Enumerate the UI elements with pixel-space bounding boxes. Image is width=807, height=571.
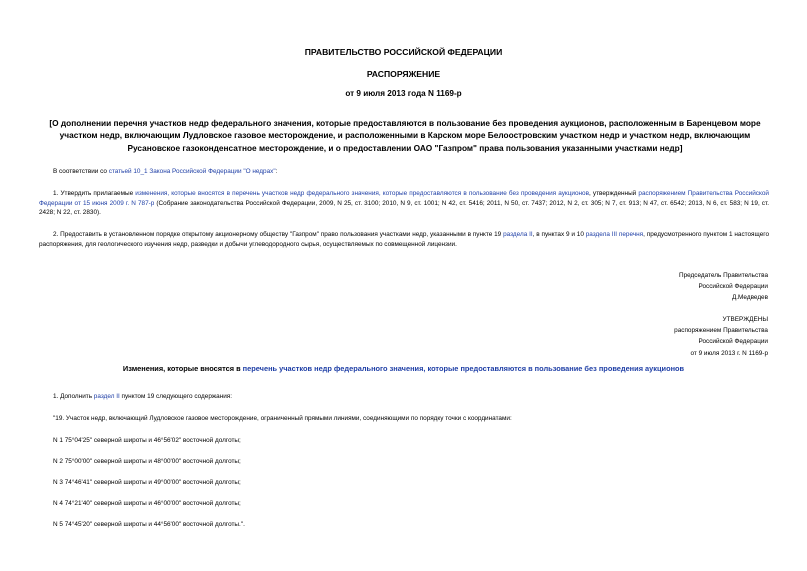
section-ii-link[interactable]: раздела II [503, 231, 533, 238]
approval-by: распоряжением Правительства [674, 327, 768, 335]
coordinate-point-2: N 2 75°00'00" северной широты и 48°00'00" восточной долготы; [53, 458, 241, 465]
item-1 [53, 393, 232, 400]
approval-date: от 9 июля 2013 г. N 1169-р [690, 349, 768, 357]
paragraph-2 [39, 230, 769, 249]
intro-text: В соответствии со [53, 168, 109, 175]
approval-title: УТВЕРЖДЕНЫ [722, 316, 768, 323]
approval-country: Российской Федерации [698, 338, 768, 346]
section-ii-item-link[interactable]: раздел II [93, 393, 120, 400]
coordinate-point-4: N 4 74°21'40" северной широты и 46°00'00" восточной долготы; [53, 500, 241, 507]
intro-paragraph [53, 167, 773, 177]
law-article-link[interactable]: статьей 10_1 Закона Российской Федерации "О недрах" [108, 168, 276, 175]
signature-position: Председатель Правительства [679, 272, 768, 279]
changes-link[interactable]: изменения, которые вносятся в перечень участков недр федерального значения, которые предоставляются в пользование без проведения аукционов [135, 190, 589, 197]
order-787-link[interactable]: распоряжением Правительства Российской Федерации от 15 июня 2009 г. N 787-р [39, 190, 769, 207]
document-type-heading: РАСПОРЯЖЕНИЕ [366, 69, 441, 79]
list-link[interactable]: перечень участков недр федерального значения, которые предоставляются в пользование без проведения аукционов [242, 364, 685, 373]
coordinate-point-5: N 5 74°45'20" северной широты и 44°56'00" восточной долготы.". [53, 521, 245, 528]
paragraph-1 [39, 189, 769, 218]
para2-text-middle: , в пунктах 9 и 10 [532, 231, 586, 238]
section-iii-link[interactable]: раздела III перечня [585, 231, 644, 238]
signature-name: Д.Медведев [731, 294, 768, 302]
approval-block [674, 314, 768, 359]
item-19-text: "19. Участок недр, включающий Лудловское газовое месторождение, ограниченный прямыми линиями, соединяющими по порядку точки с координатами: [53, 415, 512, 422]
para2-text-end: , предусмотренного пунктом 1 настоящего распоряжения, для геологического изучения недр, разведки и добычи углеводородного сырья, осуществляемых по совмещенной лицензии. [39, 231, 769, 248]
para1-text-middle: , утвержденный [589, 190, 639, 197]
document-title: [О дополнении перечня участков недр федерального значения, которые предоставляются в пользование без проведения аукционов, расположенным в Баренцевом море участком недр, включающим Лудловское газовое месторождение, и расположенными в Карском море Белоостровским участком недр и участком недр, включающим Русановское газоконденсатное месторождение, и о предоставлении ОАО "Газпром" права пользования указанными участками недр] [49, 118, 761, 153]
item1-text-end: пунктом 19 следующего содержания: [119, 393, 233, 400]
item1-text-start: 1. Дополнить [53, 393, 94, 400]
signature-block [679, 270, 768, 304]
para2-text-start: 2. Предоставить в установленном порядке открытому акционерному обществу "Газпром" право пользования участками недр, указанными в пункте 19 [53, 231, 504, 238]
changes-title-text: Изменения, которые вносятся в [122, 364, 243, 373]
para1-text-end: (Собрание законодательства Российской Федерации, 2009, N 25, ст. 3100; 2010, N 9, ст. 1001; N 42, ст. 5416; 2011, N 50, ст. 7437; 2012, N 2, ст. 305; N 7, ст. 913; N 47, ст. 6542; 2013, N 6, ст. 583; N 19, ст. 2428; N 22, ст. 2830). [39, 199, 769, 217]
coordinate-point-1: N 1 75°04'25" северной широты и 46°56'02" восточной долготы; [53, 437, 241, 444]
document-date-number: от 9 июля 2013 года N 1169-р [345, 89, 462, 98]
intro-end: : [275, 168, 278, 175]
para1-text-start: 1. Утвердить прилагаемые [53, 190, 136, 197]
coordinate-point-3: N 3 74°46'41" северной широты и 49°00'00" восточной долготы; [53, 479, 241, 486]
government-heading: ПРАВИТЕЛЬСТВО РОССИЙСКОЙ ФЕДЕРАЦИИ [304, 47, 503, 57]
signature-country: Российской Федерации [698, 283, 768, 291]
changes-title [0, 364, 807, 373]
